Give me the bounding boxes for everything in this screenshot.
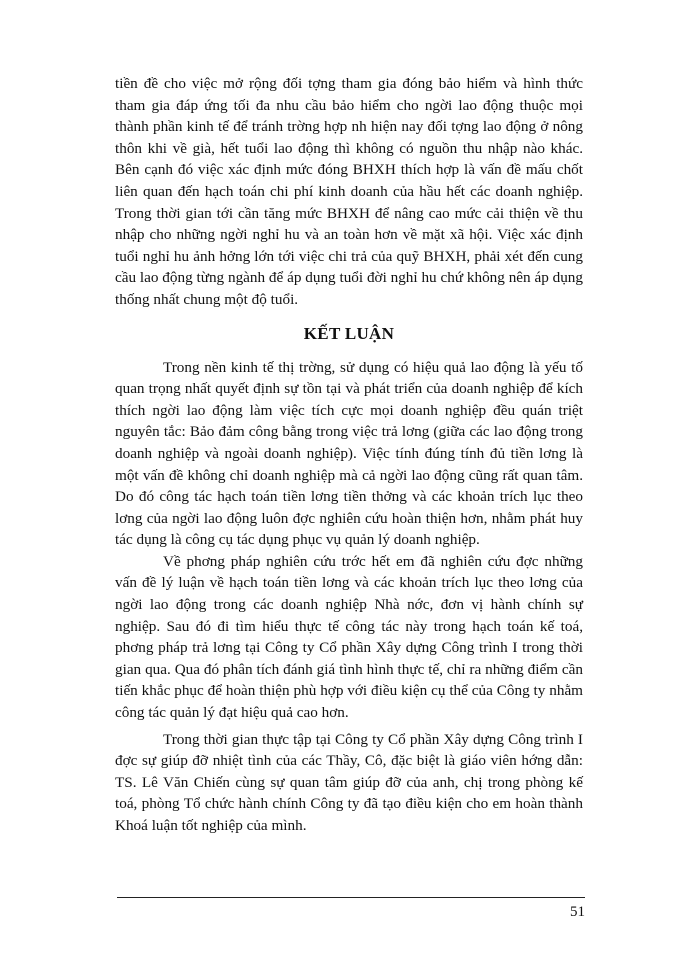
conclusion-paragraph-3: Trong thời gian thực tập tại Công ty Cổ phần Xây dựng Công trình I đợc sự giúp đỡ nhiệt tình của các Thầy, Cô, đặc biệt là giáo viên hớng dẫn: TS. Lê Văn Chiến cùng sự quan tâm giúp đỡ của anh, chị trong phòng kế toá, phòng Tổ chức hành chính Công ty đã tạo điều kiện cho em hoàn thành Khoá luận tốt nghiệp của mình. bbox=[115, 730, 583, 834]
conclusion-paragraph-1: Trong nền kinh tế thị trờng, sử dụng có hiệu quả lao động là yếu tố quan trọng nhất quyết định sự tồn tại và phát triển của doanh nghiệp để kích thích ngời lao động làm việc tích cực mọi doanh nghiệp đều quán triệt nguyên tắc: Bảo đảm công bằng trong việc trả lơng (giữa các lao động trong doanh nghiệp và ngoài doanh nghiệp). Việc tính đúng tính đủ tiền lơng là một vấn đề không chỉ doanh nghiệp mà cả ngời lao động cũng rất quan tâm. Do đó công tác hạch toán tiền lơng tiền thởng và các khoản trích lục theo lơng của ngời lao động luôn đợc nghiên cứu hoàn thiện hơn, nhằm phát huy tác dụng là công cụ tác dụng phục vụ quản lý doanh nghiệp. bbox=[115, 358, 583, 549]
conclusion-paragraph-2: Về phơng pháp nghiên cứu trớc hết em đã nghiên cứu đợc những vấn đề lý luận về hạch toán tiền lơng và các khoản trích lục theo lơng của ngời lao động trong các doanh nghiệp Nhà nớc, đơn vị hành chính sự nghiệp. Sau đó đi tìm hiểu thực tế công tác này trong hạch toán kế toá, phơng pháp trả lơng tại Công ty Cổ phần Xây dựng Công trình I trong thời gian qua. Qua đó phân tích đánh giá tình hình thực tế, chỉ ra những điểm cần tiến khắc phục để hoàn thiện phù hợp với điều kiện cụ thể của Công ty nhằm công tác quản lý đạt hiệu quả cao hơn. bbox=[115, 552, 583, 722]
intro-paragraph: tiền đề cho việc mở rộng đối tợng tham gia đóng bảo hiểm và hình thức tham gia đáp ứng tối đa nhu cầu bảo hiểm cho ngời lao động thuộc mọi thành phần kinh tế để tránh trờng hợp nh hiện nay đối tợng lao động ở nông thôn khi về già, hết tuổi lao động thì không có nguồn thu nhập nào khác. Bên cạnh đó việc xác định mức đóng BHXH thích hợp là vấn đề mấu chốt liên quan đến hạch toán chi phí kinh doanh của hầu hết các doanh nghiệp. Trong thời gian tới cần tăng mức BHXH để nâng cao mức cải thiện về thu nhập cho những ngời nghỉ hu và an toàn hơn về mặt xã hội. Việc xác định tuổi nghỉ hu ảnh hởng lớn tới việc chi trả của quỹ BHXH, phải xét đến cung cầu lao động từng ngành để áp dụng tuổi đời nghỉ hu chứ không nên áp dụng thống nhất chung một độ tuổi. bbox=[115, 75, 583, 308]
section-heading: KẾT LUẬN bbox=[303, 323, 395, 343]
body-text bbox=[115, 73, 583, 837]
footer-rule bbox=[117, 897, 585, 898]
page-number: 51 bbox=[570, 904, 585, 920]
